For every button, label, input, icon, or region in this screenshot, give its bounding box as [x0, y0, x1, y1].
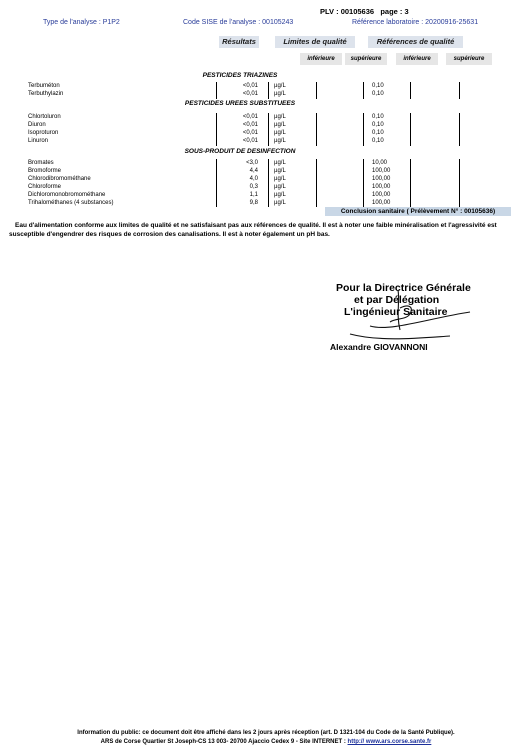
col-ref-upper: supérieure	[446, 53, 492, 65]
website-link[interactable]: http:// www.ars.corse.sante.fr	[347, 739, 432, 745]
col-ref-lower: inférieure	[396, 53, 438, 65]
section-title-desinfection: SOUS-PRODUIT DE DESINFECTION	[184, 148, 296, 155]
section-title-triazines: PESTICIDES TRIAZINES	[202, 72, 278, 79]
signature-line-3: L'ingénieur Sanitaire	[344, 306, 448, 318]
table-row: Isoproturon <0,01 µg/L 0,10	[28, 130, 384, 136]
table-row: Bromoforme 4,4 µg/L 100,00	[28, 168, 391, 174]
lab-reference: Référence laboratoire : 20200916-25631	[352, 19, 479, 26]
footer-address: ARS de Corse Quartier St Joseph-CS 13 003- 20700 Ajaccio Cedex 9 - Site INTERNET : http:// www.ars.corse.sante.fr	[100, 739, 432, 745]
table-row: Bromates <3,0 µg/L 10,00	[28, 160, 388, 166]
signature-line-1: Pour la Directrice Générale	[336, 282, 471, 294]
table-row: Terbuthylazin <0,01 µg/L 0,10	[28, 91, 384, 97]
table-row: Chlorodibromométhane 4,0 µg/L 100,00	[28, 176, 391, 182]
conclusion-label: Conclusion sanitaire ( Prélèvement N° : 00105636)	[325, 207, 511, 216]
col-quality-limits: Limites de qualité	[275, 36, 355, 48]
signatory-name: Alexandre GIOVANNONI	[330, 342, 428, 352]
table-row: Trihalométhanes (4 substances) 9,8 µg/L 100,00	[28, 200, 391, 206]
sise-code: Code SISE de l'analyse : 00105243	[183, 19, 294, 26]
col-results: Résultats	[219, 36, 259, 48]
page-number: page : 3	[380, 7, 409, 16]
table-row: Chloroforme 0,3 µg/L 100,00	[28, 184, 391, 190]
conclusion-text: Eau d'alimentation conforme aux limites de qualité et ne satisfaisant pas aux références de qualité. Il est à noter une faible minéralisation et l'agressivité est susceptible d'engendrer des risques de corrosion des canalisations. Il est à noter également un pH bas.	[9, 222, 497, 238]
table-row: Terbuméton <0,01 µg/L 0,10	[28, 83, 384, 89]
table-row: Chlortoluron <0,01 µg/L 0,10	[28, 114, 384, 120]
plv-number: PLV : 00105636 page : 3	[320, 7, 409, 16]
table-row: Dichloromonobromométhane 1,1 µg/L 100,00	[28, 192, 391, 198]
col-limit-lower: inférieure	[300, 53, 342, 65]
col-limit-upper: supérieure	[345, 53, 387, 65]
footer-public-info: Information du public: ce document doit être affiché dans les 2 jours après réception (art. D 1321-104 du Code de la Santé Publique).	[77, 730, 455, 736]
signature-line-2: et par Délégation	[354, 294, 440, 306]
section-title-urees: PESTICIDES UREES SUBSTITUEES	[184, 100, 296, 107]
analysis-type: Type de l'analyse : P1P2	[43, 19, 120, 26]
col-quality-references: Références de qualité	[368, 36, 463, 48]
table-row: Linuron <0,01 µg/L 0,10	[28, 138, 384, 144]
table-row: Diuron <0,01 µg/L 0,10	[28, 122, 384, 128]
